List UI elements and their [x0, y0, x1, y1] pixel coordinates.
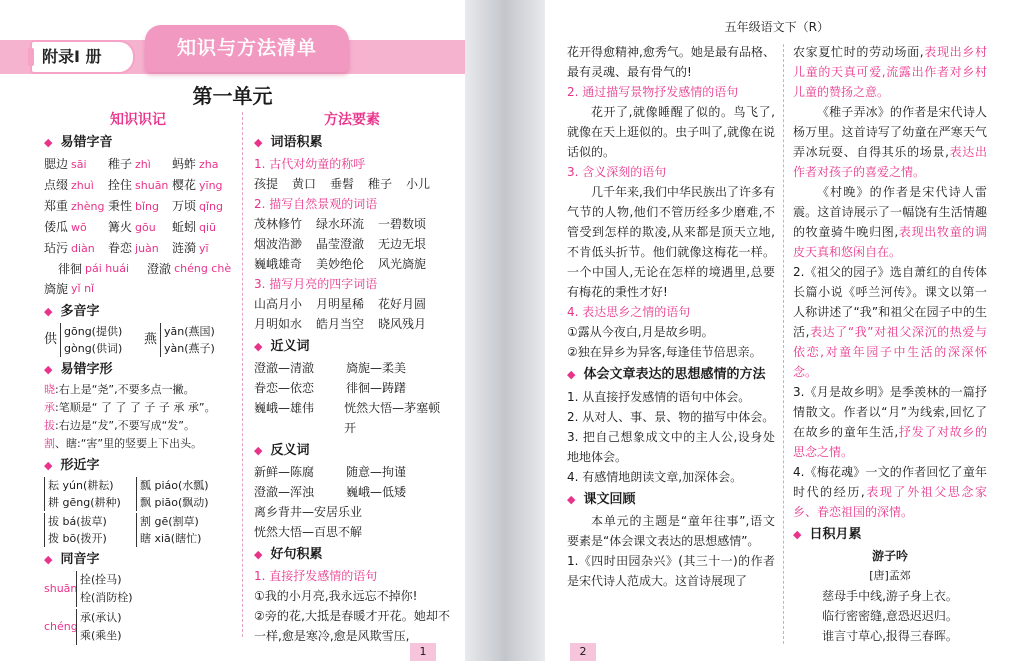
list-item: 拴(拴马): [80, 573, 122, 586]
group-lines: [76, 609, 122, 645]
word-rows: [254, 294, 450, 334]
word: 秉性: [108, 199, 133, 213]
diamond-icon: ◆: [44, 553, 53, 566]
list-item: 承(承认): [80, 611, 122, 624]
word: 小儿: [406, 177, 431, 191]
word: 孩提: [254, 177, 279, 191]
word-entry: [44, 196, 108, 217]
paragraph: 2.《祖父的园子》选自萧红的自传体长篇小说《呼兰河传》。课文以第一人称讲述了“我”和祖父在园子中的生活,表达了“我”对祖父深沉的热爱与依恋,对童年园子中生活的深深怀念。: [793, 265, 987, 379]
diamond-icon: ◆: [254, 136, 263, 149]
group-lines: [136, 477, 209, 511]
pinyin: chéng: [44, 620, 78, 633]
list-item: 飘 piāo(飘动): [140, 496, 209, 509]
pinyin: yǐ nǐ: [71, 282, 95, 295]
word-pair-row: [254, 482, 450, 502]
subheading: 1. 古代对幼童的称呼: [254, 157, 366, 171]
section-heading: ◆ 形近字: [44, 456, 232, 476]
section-heading: ◆ 同音字: [44, 550, 232, 570]
word: 烟波浩渺: [254, 237, 303, 251]
subheading: 2. 描写自然景观的词语: [254, 197, 378, 211]
pinyin: chéng chè: [174, 262, 232, 275]
pinyin: zhuì: [71, 179, 94, 192]
word-pair: 随意—拘谨: [346, 465, 407, 479]
diamond-icon: ◆: [254, 444, 263, 457]
word-entry: [44, 154, 108, 175]
section-heading: ◆ 好句积累: [254, 545, 450, 565]
sentence: ①露从今夜白,月是故乡明。: [567, 325, 714, 339]
pinyin: diàn: [71, 242, 95, 255]
word-entry: [108, 175, 172, 196]
diamond-icon: ◆: [254, 548, 263, 561]
highlight-char: 拔: [44, 419, 55, 432]
pinyin: shuān: [135, 179, 169, 192]
diamond-icon: ◆: [44, 305, 53, 318]
section-heading: ◆ 日积月累: [793, 525, 987, 545]
paragraph: 4.《梅花魂》一文的作者回忆了童年时代的经历,表现了外祖父思念家乡、眷恋祖国的深情。: [793, 465, 987, 519]
word: 篝火: [108, 220, 133, 234]
word-pair-row: [254, 398, 450, 438]
subheading: 4. 表达思乡之情的语句: [567, 305, 691, 319]
poem-author: [唐]孟郊: [869, 569, 911, 582]
subheading: 3. 描写月亮的四字词语: [254, 277, 378, 291]
word: 万顷: [172, 199, 197, 213]
word: 月明星稀: [316, 297, 365, 311]
poem: [793, 546, 987, 646]
paragraph: 农家夏忙时的劳动场面,表现出乡村儿童的天真可爱,流露出作者对乡村儿童的赞扬之意。: [793, 45, 987, 99]
list-item: [44, 154, 232, 175]
confusing-shapes-list: [44, 381, 232, 453]
section-heading: ◆ 多音字: [44, 302, 232, 322]
word: 拴住: [108, 178, 133, 192]
book-spine: [465, 0, 545, 661]
similar-group: [44, 513, 232, 547]
list-item: [44, 381, 232, 399]
word: 晓风残月: [378, 317, 427, 331]
list-item: 耘 yún(耕耘): [48, 479, 114, 492]
word: 风光旖旎: [378, 257, 427, 271]
word-pair: 巍峨—雄伟: [254, 401, 315, 415]
similar-group: [44, 477, 232, 511]
section-heading: ◆ 易错字音: [44, 133, 232, 153]
section-heading: ◆ 体会文章表达的思想感情的方法: [567, 364, 775, 386]
column-title: 知识识记: [110, 112, 166, 128]
list-item: 瞎 xiā(瞎忙): [140, 532, 202, 545]
word-pair: 徘徊—踌躇: [346, 381, 407, 395]
pinyin: wō: [71, 221, 87, 234]
word: 茂林修竹: [254, 217, 303, 231]
list-item: [44, 279, 232, 299]
word: 垂髫: [330, 177, 355, 191]
highlight-char: 割: [44, 437, 55, 450]
paragraph: 花开了,就像睡醒了似的。鸟飞了,就像在天上逛似的。虫子叫了,就像在说话似的。: [567, 105, 775, 159]
word: 绿水环流: [316, 217, 365, 231]
homophone-group: [44, 571, 232, 607]
word-entry: [172, 217, 236, 238]
word-row: [254, 214, 450, 234]
word: 点缀: [44, 178, 69, 192]
word: 徘徊: [58, 262, 83, 276]
pinyin: shuān: [44, 582, 78, 595]
word-pair: 恍然大悟—茅塞顿开: [344, 401, 441, 435]
word-entry: [172, 196, 236, 217]
word: 花好月圆: [378, 297, 427, 311]
pinyin: sāi: [71, 158, 87, 171]
diamond-icon: ◆: [567, 368, 576, 381]
word-entry: [108, 217, 172, 238]
paragraph: 几千年来,我们中华民族出了许多有气节的人物,他们不管历经多少磨难,不管受到怎样的欺凌,从来都是顶天立地,不肯低头折节。他们就像这梅花一样。一个中国人,无论在怎样的境遇里,总要有梅花的秉性才好!: [567, 185, 775, 299]
word: 郑重: [44, 199, 69, 213]
section-heading: ◆ 反义词: [254, 441, 450, 461]
group-lines: [76, 571, 133, 607]
list-item: 恍然大悟—百思不解: [254, 525, 363, 539]
section-heading: ◆ 课文回顾: [567, 490, 775, 510]
word-pair: 旖旎—柔美: [346, 361, 407, 375]
paragraph: 花开得愈精神,愈秀气。她是最有品格、最有灵魂、最有骨气的!: [567, 45, 775, 79]
list-item: 拨 bō(拨开): [48, 532, 107, 545]
diamond-icon: ◆: [567, 493, 576, 506]
homophone-group: [44, 609, 232, 645]
word: 稚子: [368, 177, 393, 191]
page-1: [0, 0, 465, 661]
word: 玷污: [44, 241, 69, 255]
list-item: [44, 435, 232, 453]
highlight-char: 晓: [44, 383, 55, 396]
column-title: 方法要素: [324, 112, 380, 128]
list-item: 栓(消防栓): [80, 591, 133, 604]
subheading: 2. 通过描写景物抒发感情的语句: [567, 85, 739, 99]
methods-column: [254, 110, 450, 646]
list-item: 乘(乘坐): [80, 629, 122, 642]
paragraph: 《稚子弄冰》的作者是宋代诗人杨万里。这首诗写了幼童在严寒天气弄冰玩耍、自得其乐的场景,表达出作者对孩子的喜爱之情。: [793, 105, 987, 179]
section-heading: ◆ 词语积累: [254, 133, 450, 153]
word: 无边无垠: [378, 237, 427, 251]
column-divider: [783, 44, 784, 644]
typo-chars-list: [44, 154, 232, 259]
knowledge-column: [44, 110, 232, 647]
group-lines: [136, 513, 201, 547]
sentence: ②旁的花,大抵是春暖才开花。她却不一样,愈是寒冷,愈是风欺雪压,: [254, 609, 450, 643]
subheading: 3. 含义深刻的语句: [567, 165, 667, 179]
word: 旖旎: [44, 282, 69, 296]
section-heading: ◆ 易错字形: [44, 360, 232, 380]
pinyin: qiū: [199, 221, 217, 234]
section-heading: ◆ 近义词: [254, 337, 450, 357]
word: 稚子: [108, 157, 133, 171]
word: 皓月当空: [316, 317, 365, 331]
appendix-label: 附录Ⅰ 册: [30, 40, 135, 74]
page-number: 2: [570, 643, 596, 661]
diamond-icon: ◆: [44, 136, 53, 149]
pinyin: pái huái: [85, 262, 130, 275]
word-entry: [108, 154, 172, 175]
list-item: 4. 有感情地朗读文章,加深体会。: [567, 470, 743, 484]
method-list: [567, 387, 775, 487]
sentence: ②独在异乡为异客,每逢佳节倍思亲。: [567, 345, 762, 359]
subheading: 1. 直接抒发感情的语句: [254, 569, 378, 583]
word: 山高月小: [254, 297, 303, 311]
note-text: :右边是“犮”,不要写成“发”。: [55, 419, 195, 432]
pinyin: yī: [199, 242, 209, 255]
paragraph: 《村晚》的作者是宋代诗人雷震。这首诗展示了一幅饶有生活情趣的牧童骑牛晚归图,表现出牧童的调皮天真和悠闲自在。: [793, 185, 987, 259]
paragraph: 本单元的主题是“童年往事”,语文要素是“体会课文表达的思想感情”。: [567, 514, 775, 548]
word-rows: [254, 214, 450, 274]
group-lines: [44, 477, 136, 511]
word-row: [254, 314, 450, 334]
word: 澄澈: [147, 262, 172, 276]
word-pair: 眷恋—依恋: [254, 381, 315, 395]
word: 蚯蚓: [172, 220, 197, 234]
paragraph: 3.《月是故乡明》是季羡林的一篇抒情散文。作者以“月”为线索,回忆了在故乡的童年生活,抒发了对故乡的思念之情。: [793, 385, 987, 459]
highlight-char: 承: [44, 401, 55, 414]
word: 一碧数顷: [378, 217, 427, 231]
note-text: :笔顺是“ 了 了 了 子 子 承 承”。: [55, 401, 216, 414]
word: 巍峨雄奇: [254, 257, 303, 271]
word-pair: 澄澈—浑浊: [254, 485, 315, 499]
word-entry: [44, 238, 108, 259]
diamond-icon: ◆: [793, 528, 802, 541]
pinyin: bǐng: [135, 200, 160, 213]
list-item: 拔 bá(拔草): [48, 515, 107, 528]
list-item: [44, 238, 232, 259]
list-item: [44, 417, 232, 435]
sentence: ①我的小月亮,我永远忘不掉你!: [254, 589, 418, 603]
list-item: [44, 196, 232, 217]
group-lines: [44, 513, 136, 547]
paragraph: 1.《四时田园杂兴》(其三十一)的作者是宋代诗人范成大。这首诗展现了: [567, 554, 775, 588]
list-item: 割 gē(割草): [140, 515, 199, 528]
word-entry: [44, 217, 108, 238]
antonym-list: [254, 462, 450, 502]
word: 蚂蚱: [172, 157, 197, 171]
word-entry: [108, 196, 172, 217]
word: 涟漪: [172, 241, 197, 255]
homophones-list: [44, 571, 232, 645]
note-text: 、瞎:“害”里的竖要上下出头。: [55, 437, 203, 450]
banner-title: 知识与方法清单: [176, 37, 317, 59]
synonym-list: [254, 358, 450, 438]
word-row: [254, 234, 450, 254]
word: 腮边: [44, 157, 69, 171]
pinyin: yīng: [199, 179, 223, 192]
word-entry: [44, 175, 108, 196]
diamond-icon: ◆: [254, 340, 263, 353]
word: 黄口: [292, 177, 317, 191]
word-entry: [172, 175, 236, 196]
list-item: [44, 399, 232, 417]
poem-line: 临行密密缝,意恐迟迟归。: [822, 609, 958, 623]
pinyin: zhì: [135, 158, 151, 171]
unit-title: 第一单元: [192, 84, 273, 108]
page-number: 1: [410, 643, 436, 661]
list-item: [44, 259, 232, 279]
word: 眷恋: [108, 241, 133, 255]
list-item: [44, 217, 232, 238]
list-item: 离乡背井—安居乐业: [254, 505, 363, 519]
pinyin: juàn: [135, 242, 159, 255]
poem-line: 谁言寸草心,报得三春晖。: [822, 629, 958, 643]
pinyin: qǐng: [199, 200, 224, 213]
word: 月明如水: [254, 317, 303, 331]
note-text: :右上是“尧”,不要多点一撇。: [55, 383, 195, 396]
page2-left-column: [567, 42, 775, 591]
column-divider: [242, 112, 243, 637]
word-pair: 巍峨—低矮: [346, 485, 407, 499]
word-pair: 澄澈—清澈: [254, 361, 315, 375]
list-item: [44, 175, 232, 196]
word-row: [254, 174, 450, 194]
page2-right-column: [793, 42, 987, 646]
similar-shapes-list: [44, 477, 232, 547]
word-pair: 新鲜—陈腐: [254, 465, 315, 479]
word: 美妙绝伦: [316, 257, 365, 271]
polyphone-group: 供 gōng(提供) gòng(供词) 燕 yān(燕国) yàn(燕子): [44, 325, 215, 355]
pinyin: zhèng: [71, 200, 105, 213]
diamond-icon: ◆: [44, 459, 53, 472]
word-pair-row: [254, 358, 450, 378]
poem-line: 慈母手中线,游子身上衣。: [822, 589, 958, 603]
word-row: [254, 294, 450, 314]
word: 樱花: [172, 178, 197, 192]
list-item: 2. 从对人、事、景、物的描写中体会。: [567, 410, 775, 424]
diamond-icon: ◆: [44, 363, 53, 376]
pinyin: gōu: [135, 221, 156, 234]
poem-title: 游子吟: [871, 549, 908, 563]
word: 晶莹澄澈: [316, 237, 365, 251]
word-entry: [172, 154, 236, 175]
running-head: 五年级语文下（R）: [724, 20, 829, 34]
word-entry: [108, 238, 172, 259]
pinyin: zha: [199, 158, 219, 171]
list-item: 耕 gēng(耕种): [48, 496, 121, 509]
word-pair-row: [254, 378, 450, 398]
list-item: 1. 从直接抒发感情的语句中体会。: [567, 390, 751, 404]
word: 倭瓜: [44, 220, 69, 234]
list-item: 瓢 piáo(水瓢): [140, 479, 209, 492]
list-item: 3. 把自己想象成文中的主人公,设身处地地体会。: [567, 430, 775, 464]
page-2: [545, 0, 1024, 661]
word-pair-row: [254, 462, 450, 482]
banner-tab: [145, 25, 349, 72]
word-entry: [172, 238, 236, 259]
word-row: [254, 254, 450, 274]
